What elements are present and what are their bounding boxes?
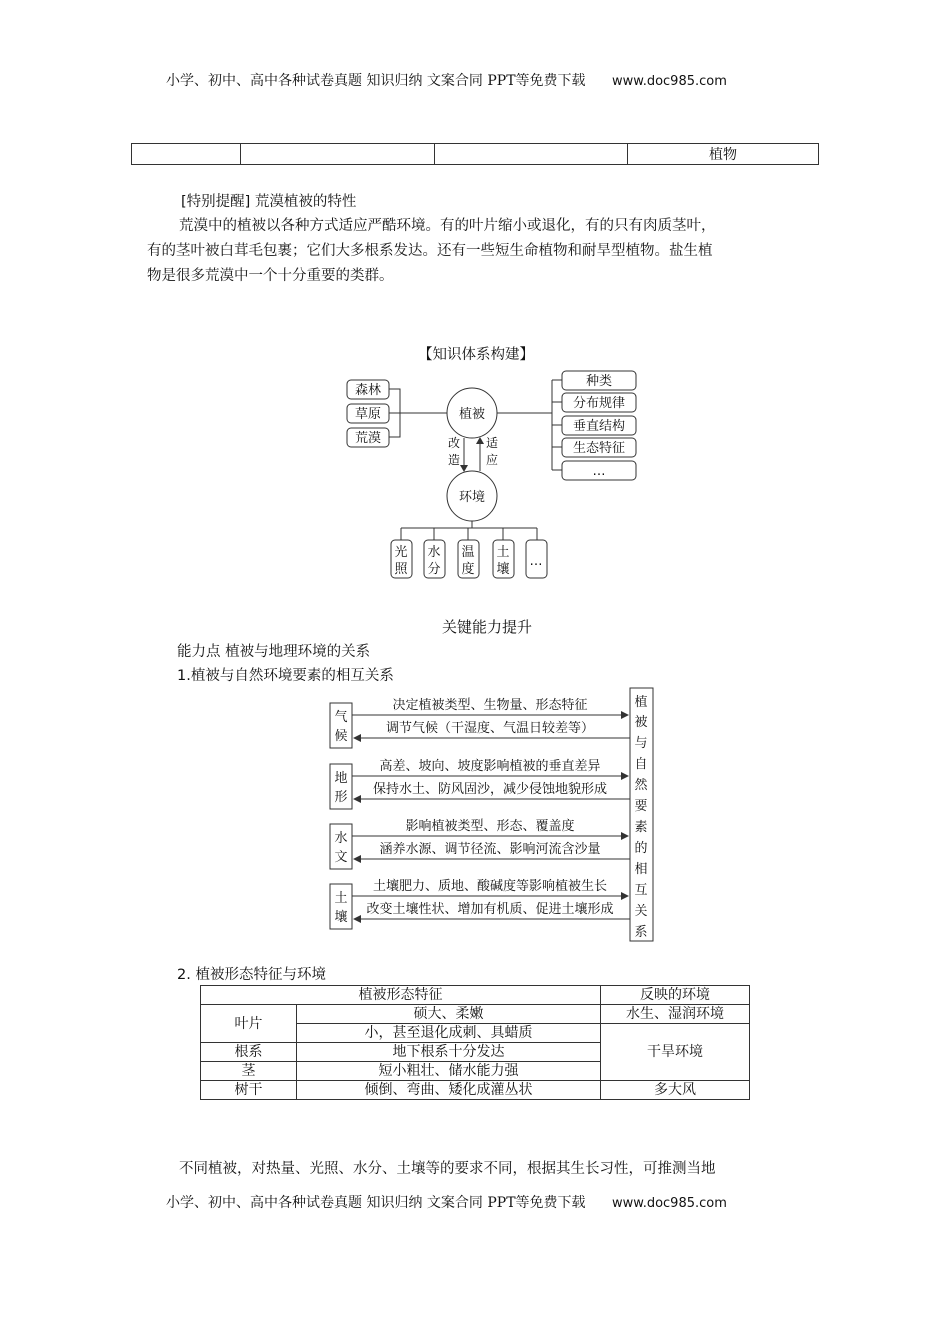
page-header	[166, 70, 727, 90]
relation-diagram	[325, 683, 660, 945]
header-text: 小学、初中、高中各种试卷真题 知识归纳 文案合同 PPT等免费下载	[166, 73, 586, 89]
relation-char: 关	[634, 904, 648, 919]
top-table-cell: 植物	[628, 144, 819, 165]
bottom-label: 土	[496, 545, 510, 560]
bottom-label: 照	[394, 562, 408, 577]
left-label: 森林	[354, 383, 382, 398]
arrow-up-icon	[476, 437, 484, 444]
table-cell-env: 水生、湿润环境	[601, 1005, 750, 1024]
bottom-label: 分	[427, 562, 441, 577]
table-cell-feature: 倾倒、弯曲、矮化成灌丛状	[297, 1081, 601, 1100]
center-top-label: 植被	[458, 407, 486, 422]
arrow-down-icon	[460, 465, 468, 472]
table-header: 反映的环境	[601, 986, 750, 1005]
arrow-right-label: 适	[485, 436, 499, 450]
right-label: 种类	[585, 374, 613, 389]
relation-char: 互	[634, 883, 648, 898]
factor-name: 地	[334, 771, 348, 786]
relation-char: 被	[634, 715, 648, 730]
reminder-line: 荒漠中的植被以各种方式适应严酷环境。有的叶片缩小或退化，有的只有肉质茎叶，	[179, 218, 716, 234]
relation-char: 系	[634, 925, 648, 940]
relation-char: 相	[634, 862, 648, 877]
right-label: …	[592, 464, 606, 479]
footer-text: 小学、初中、高中各种试卷真题 知识归纳 文案合同 PPT等免费下载	[166, 1195, 586, 1211]
relation-char: 的	[634, 841, 648, 856]
factor-name: 气	[334, 710, 348, 725]
table-cell-feature: 小，甚至退化成刺、具蜡质	[297, 1024, 601, 1043]
right-label: 生态特征	[572, 441, 626, 456]
factor-name: 文	[334, 850, 348, 865]
knowledge-title: 【知识体系构建】	[418, 347, 534, 363]
factor-name: 土	[334, 891, 348, 906]
table-header: 植被形态特征	[201, 986, 601, 1005]
factor-name: 水	[334, 831, 348, 846]
factor-effect-bottom: 调节气候（干湿度、气温日较差等）	[385, 721, 595, 736]
page-footer	[166, 1192, 727, 1212]
relation-char: 与	[634, 736, 648, 751]
table-cell-feature: 地下根系十分发达	[297, 1043, 601, 1062]
reminder-paragraph	[147, 214, 817, 289]
ability-sub1: 1.植被与自然环境要素的相互关系	[177, 668, 394, 684]
left-label: 草原	[354, 407, 382, 422]
bottom-label: …	[529, 554, 543, 569]
factor-effect-bottom: 保持水土、防风固沙，减少侵蚀地貌形成	[372, 782, 608, 797]
factor-effect-top: 高差、坡向、坡度影响植被的垂直差异	[379, 759, 601, 774]
factor-effect-top: 土壤肥力、质地、酸碱度等影响植被生长	[372, 879, 608, 894]
bottom-label: 度	[461, 562, 475, 577]
factor-name: 壤	[334, 910, 348, 925]
factor-name: 候	[334, 729, 348, 744]
relation-char: 植	[634, 695, 648, 710]
reminder-line: 有的茎叶被白茸毛包裹；它们大多根系发达。还有一些短生命植物和耐旱型植物。盐生植	[147, 243, 713, 259]
factor-effect-top: 决定植被类型、生物量、形态特征	[392, 698, 588, 713]
relation-char: 自	[634, 757, 648, 772]
ability-sub2: 2. 植被形态特征与环境	[177, 967, 326, 983]
factor-effect-bottom: 改变土壤性状、增加有机质、促进土壤形成	[366, 902, 614, 917]
footer-url: www.doc985.com	[611, 1196, 727, 1211]
bottom-label: 光	[394, 545, 408, 560]
relation-char: 素	[634, 820, 648, 835]
header-url: www.doc985.com	[611, 74, 727, 89]
relation-char: 要	[634, 799, 648, 814]
left-label: 荒漠	[354, 431, 382, 446]
arrow-left-label: 造	[447, 453, 461, 467]
reminder-title: [特别提醒] 荒漠植被的特性	[181, 194, 357, 210]
right-label: 分布规律	[572, 396, 626, 411]
table-cell-feature: 硕大、柔嫩	[297, 1005, 601, 1024]
right-label: 垂直结构	[572, 419, 626, 434]
ability-title: 关键能力提升	[442, 618, 533, 636]
factor-effect-top: 影响植被类型、形态、覆盖度	[405, 819, 575, 834]
table-cell-feature: 短小粗壮、储水能力强	[297, 1062, 601, 1081]
table-cell-env: 多大风	[601, 1081, 750, 1100]
footer-paragraph: 不同植被，对热量、光照、水分、土壤等的要求不同，根据其生长习性，可推测当地	[179, 1161, 716, 1177]
table-cell-part: 茎	[201, 1062, 297, 1081]
arrow-right-label: 应	[485, 453, 499, 467]
factor-name: 形	[334, 790, 348, 805]
table-cell-env: 干旱环境	[601, 1024, 750, 1081]
bottom-label: 壤	[496, 562, 510, 577]
table-cell-part: 树干	[201, 1081, 297, 1100]
top-table-fragment	[131, 143, 819, 165]
factor-effect-bottom: 涵养水源、调节径流、影响河流含沙量	[379, 842, 601, 857]
relation-char: 然	[634, 778, 648, 793]
reminder-line: 物是很多荒漠中一个十分重要的类群。	[147, 268, 394, 284]
ability-point: 能力点 植被与地理环境的关系	[177, 644, 371, 660]
morphology-table	[200, 985, 750, 1100]
table-cell-part: 叶片	[201, 1005, 297, 1043]
center-bottom-label: 环境	[458, 490, 486, 505]
bottom-label: 温	[461, 545, 475, 560]
table-cell-part: 根系	[201, 1043, 297, 1062]
bottom-label: 水	[427, 545, 441, 560]
arrow-left-label: 改	[447, 436, 461, 450]
knowledge-diagram	[330, 365, 650, 585]
